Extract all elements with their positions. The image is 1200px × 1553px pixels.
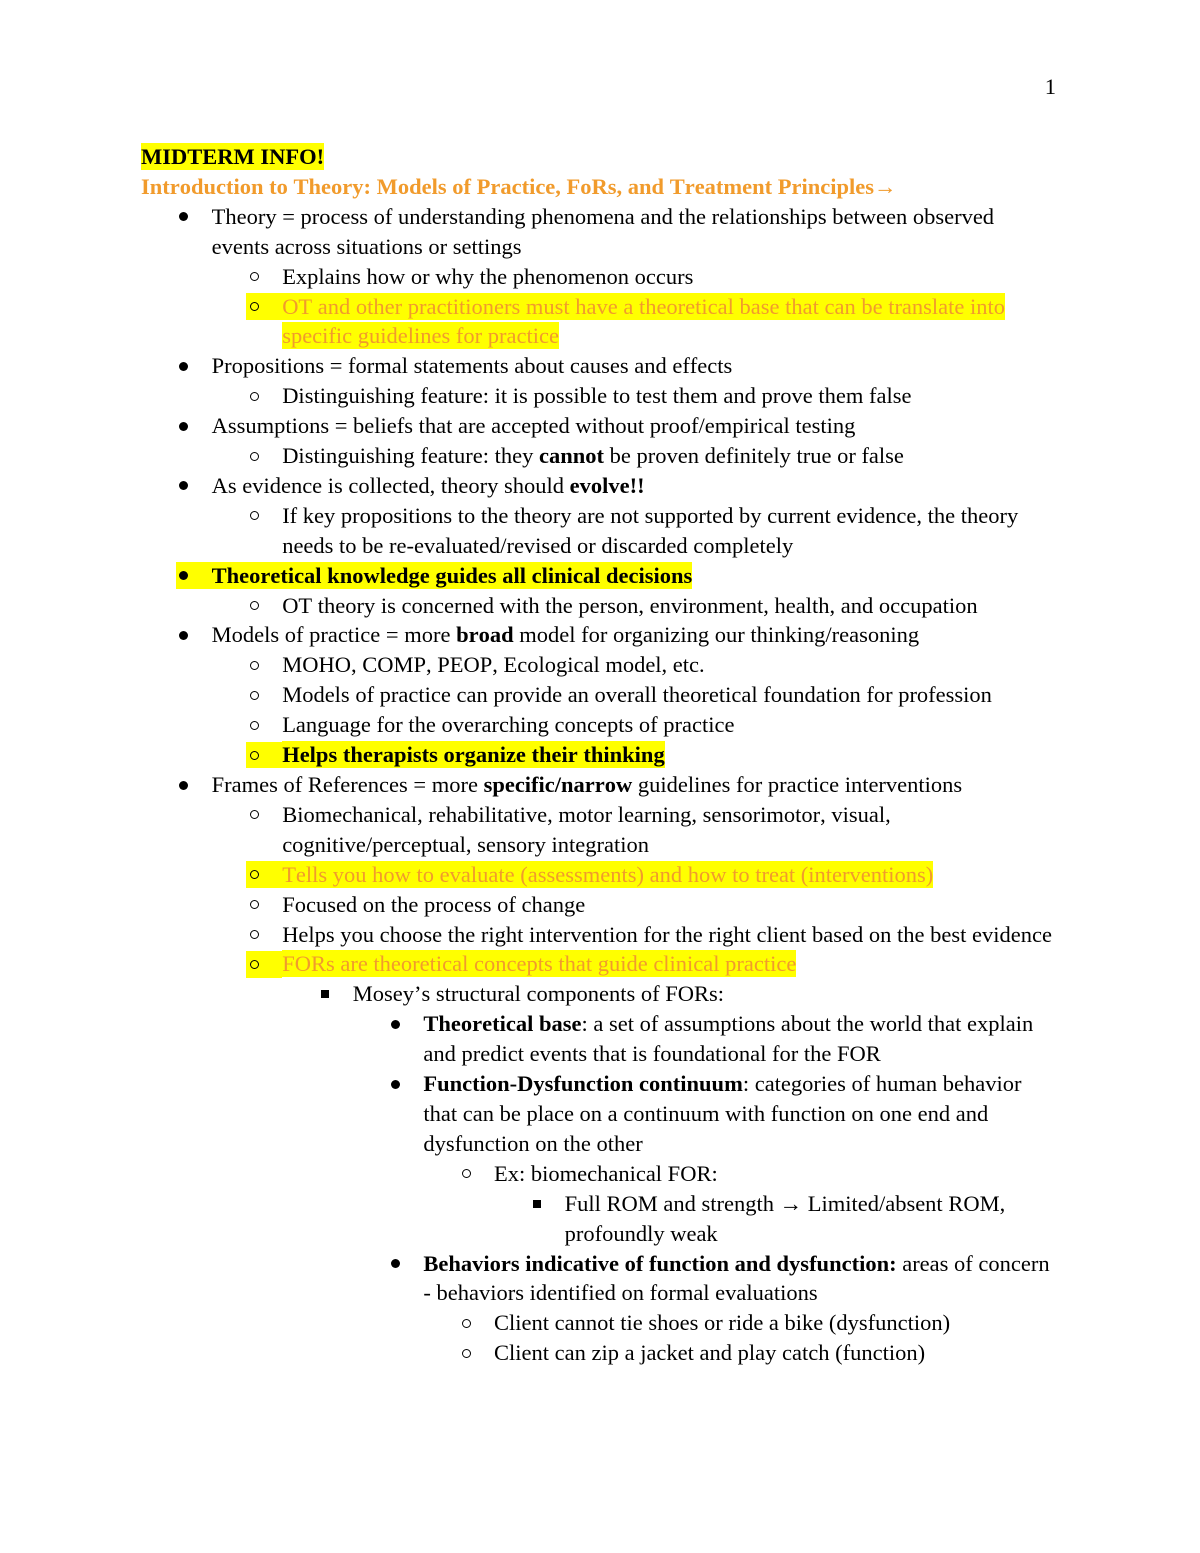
- list-item-text: [282, 382, 911, 409]
- hollow-circle-icon: [250, 392, 259, 401]
- filled-circle-icon: [391, 1259, 400, 1268]
- filled-circle-icon: [391, 1020, 400, 1029]
- bullet-marker: [246, 742, 282, 769]
- hollow-circle-icon: [250, 302, 259, 311]
- hollow-circle-icon: [250, 691, 259, 700]
- bullet-marker: [246, 263, 282, 290]
- text-run: Distinguishing feature: they: [282, 443, 540, 469]
- bullet-marker: [387, 1011, 423, 1038]
- bold-text-run: Behaviors indicative of function and dysfunction:: [423, 1250, 897, 1276]
- text-run: be proven definitely true or false: [604, 443, 904, 469]
- list-item: [141, 1009, 1055, 1069]
- list-item: [141, 920, 1055, 950]
- list-item: [141, 501, 1055, 561]
- list-item-text: [282, 950, 796, 977]
- hollow-circle-icon: [462, 1169, 471, 1178]
- text-run: Theory = process of understanding phenomena and the relationships between observed events across situations or settings: [211, 203, 995, 259]
- list-item: [141, 860, 1055, 890]
- text-run: sensory integration: [471, 831, 649, 857]
- text-run: areas of concern - behaviors identified on formal evaluations: [423, 1250, 1050, 1306]
- midterm-label: MIDTERM INFO!: [141, 144, 325, 169]
- list-item-text: [282, 651, 704, 678]
- bullet-marker: [176, 472, 212, 499]
- list-item: [141, 202, 1055, 262]
- list-item: [141, 650, 1055, 680]
- hollow-circle-icon: [250, 960, 259, 969]
- list-item: [141, 1308, 1055, 1338]
- text-run: Biomechanical, rehabilitative, motor learning, sensorimotor, visual,: [282, 801, 891, 827]
- hollow-circle-icon: [250, 870, 259, 879]
- bullet-marker: [458, 1310, 494, 1337]
- text-run: Client can zip a jacket and play catch (function): [494, 1340, 926, 1366]
- text-run: If key propositions to the theory are not supported by current evidence, the theory needs to be re-evaluated/revised or discarded completely: [282, 502, 1019, 558]
- list-item: [141, 1249, 1055, 1309]
- hollow-circle-icon: [250, 810, 259, 819]
- bullet-marker: [176, 562, 212, 589]
- text-run: Client cannot tie shoes or ride a bike (dysfunction): [494, 1310, 951, 1336]
- bullet-marker: [246, 652, 282, 679]
- bullet-marker: [458, 1340, 494, 1367]
- text-run: Explains how or why the phenomenon occurs: [282, 263, 694, 289]
- text-run: Tells you how to evaluate (assessments) and how to treat (interventions): [282, 861, 934, 887]
- list-item-text: [282, 921, 1052, 948]
- text-run: Mosey’s structural components of FORs:: [352, 981, 725, 1007]
- text-run: Language for the overarching concepts of practice: [282, 712, 735, 738]
- text-run: Frames of References = more: [211, 772, 484, 797]
- filled-circle-icon: [179, 781, 188, 790]
- bullet-marker: [529, 1190, 565, 1217]
- list-item-text: [494, 1309, 950, 1336]
- bold-text-run: Theoretical knowledge guides all clinical decisions: [211, 562, 693, 588]
- hollow-circle-icon: [462, 1319, 471, 1328]
- list-item-text: [212, 562, 693, 589]
- text-run: OT theory is concerned with the person, environment, health, and occupation: [282, 592, 978, 618]
- list-item: [141, 292, 1055, 352]
- list-item-text: [282, 861, 933, 888]
- list-item: [141, 561, 1055, 591]
- text-run: FORs are theoretical concepts that guide clinical practice: [282, 951, 797, 977]
- list-item-text: [282, 502, 1018, 559]
- bullet-marker: [246, 861, 282, 888]
- bullet-marker: [246, 801, 282, 828]
- text-run: OT and other practitioners must have a theoretical base that can be translate into specific guidelines for practice: [282, 293, 1006, 349]
- list-item: [141, 680, 1055, 710]
- bullet-marker: [176, 413, 212, 440]
- filled-circle-icon: [179, 631, 188, 640]
- list-item-text: [282, 263, 693, 290]
- list-item: [141, 979, 1055, 1009]
- bullet-marker: [458, 1160, 494, 1187]
- midterm-label-line: [141, 142, 1055, 172]
- bullet-marker: [176, 622, 212, 649]
- text-run: Ex: biomechanical FOR:: [494, 1160, 718, 1186]
- bullet-marker: [317, 981, 353, 1008]
- bold-text-run: Function-Dysfunction continuum: [423, 1071, 743, 1097]
- list-item: [141, 351, 1055, 381]
- filled-circle-icon: [179, 571, 188, 580]
- hollow-circle-icon: [250, 272, 259, 281]
- bullet-marker: [176, 203, 212, 230]
- hollow-circle-icon: [462, 1349, 471, 1358]
- filled-circle-icon: [179, 362, 188, 371]
- list-item-text: [282, 801, 891, 858]
- list-item: [141, 1189, 1055, 1249]
- list-item-text: [212, 352, 733, 379]
- list-item: [141, 620, 1055, 650]
- hollow-circle-icon: [250, 511, 259, 520]
- text-run: Propositions = formal statements about causes and effects: [211, 353, 733, 379]
- hollow-circle-icon: [250, 900, 259, 909]
- document-body: [141, 142, 1055, 1368]
- text-run: Distinguishing feature: it is possible to test them and prove them false: [282, 383, 912, 409]
- text-run: Focused on the process of change: [282, 891, 586, 917]
- bullet-marker: [246, 891, 282, 918]
- list-item: [141, 770, 1055, 800]
- hollow-circle-icon: [250, 721, 259, 730]
- filled-circle-icon: [179, 422, 188, 431]
- section-heading: Introduction to Theory: Models of Practice, FoRs, and Treatment Principles→: [141, 173, 897, 199]
- text-run: MOHO, COMP, PEOP, Ecological model, etc.: [282, 652, 705, 678]
- list-item: [141, 740, 1055, 770]
- list-item-text: [282, 442, 904, 469]
- bold-text-run: broad: [456, 622, 514, 648]
- bullet-marker: [176, 772, 212, 799]
- list-item-text: [282, 293, 1005, 350]
- text-run: Full ROM and strength → Limited/absent ROM, profoundly weak: [564, 1190, 1006, 1246]
- text-run: : categories of human behavior that can be place on a continuum with function on one end and dysfunction on the other: [423, 1071, 1022, 1156]
- list-item: [141, 800, 1055, 860]
- list-item: [141, 949, 1055, 979]
- list-item: [141, 411, 1055, 441]
- list-item-text: [212, 472, 645, 499]
- list-item-text: [494, 1160, 718, 1187]
- text-run: As evidence is collected, theory should: [211, 472, 570, 498]
- hollow-circle-icon: [250, 751, 259, 760]
- list-item-text: [212, 203, 994, 260]
- text-run: Models of practice = more: [211, 622, 457, 648]
- list-item-text: [212, 412, 856, 439]
- list-item-text: [423, 1010, 1033, 1067]
- list-item: [141, 890, 1055, 920]
- filled-circle-icon: [391, 1080, 400, 1089]
- text-run: : a set of assumptions about the world that explain and predict events that is foundational for the FOR: [423, 1011, 1034, 1067]
- hollow-circle-icon: [250, 930, 259, 939]
- bullet-marker: [246, 712, 282, 739]
- list-item-text: [282, 891, 585, 918]
- list-item-text: [353, 980, 724, 1007]
- bullet-marker: [246, 592, 282, 619]
- text-run: cognitive/perceptual,: [282, 831, 472, 857]
- text-run: Helps you choose the right intervention for the right client based on the best evidence: [282, 921, 1052, 947]
- bold-text-run: specific/narrow: [483, 772, 633, 797]
- list-item: [141, 1338, 1055, 1368]
- list-item: [141, 262, 1055, 292]
- list-item-text: [282, 592, 977, 619]
- list-item-text: [423, 1250, 1049, 1307]
- hollow-circle-icon: [250, 452, 259, 461]
- list-item-text: [423, 1070, 1021, 1157]
- list-item: [141, 710, 1055, 740]
- bold-text-run: Theoretical base: [423, 1011, 582, 1037]
- filled-circle-icon: [179, 212, 188, 221]
- list-item: [141, 1069, 1055, 1159]
- bullet-marker: [246, 951, 282, 978]
- bullet-marker: [246, 682, 282, 709]
- bullet-marker: [246, 921, 282, 948]
- text-run: Models of practice can provide an overall theoretical foundation for profession: [282, 682, 992, 708]
- bullet-marker: [387, 1071, 423, 1098]
- bullet-marker: [246, 383, 282, 410]
- bold-text-run: evolve!!: [569, 472, 645, 498]
- filled-square-icon: [321, 990, 329, 998]
- list-item-text: [494, 1339, 925, 1366]
- list-item-text: [282, 741, 665, 768]
- list-item-text: [565, 1190, 1006, 1247]
- filled-square-icon: [533, 1200, 541, 1208]
- outline-list: [141, 202, 1055, 1368]
- hollow-circle-icon: [250, 601, 259, 610]
- list-item: [141, 471, 1055, 501]
- filled-circle-icon: [179, 481, 188, 490]
- bullet-marker: [176, 353, 212, 380]
- list-item-text: [282, 681, 992, 708]
- list-item-text: [212, 771, 963, 798]
- bullet-marker: [387, 1250, 423, 1277]
- list-item-text: [212, 621, 920, 648]
- page-number: 1: [1044, 74, 1056, 99]
- hollow-circle-icon: [250, 661, 259, 670]
- list-item: [141, 1159, 1055, 1189]
- bold-text-run: cannot: [539, 443, 605, 469]
- list-item: [141, 441, 1055, 471]
- bullet-marker: [246, 443, 282, 470]
- bold-text-run: Helps therapists organize their thinking: [282, 742, 665, 768]
- list-item: [141, 381, 1055, 411]
- bullet-marker: [246, 293, 282, 320]
- bullet-marker: [246, 502, 282, 529]
- list-item: [141, 591, 1055, 621]
- text-run: guidelines for practice interventions: [632, 772, 963, 797]
- text-run: Assumptions = beliefs that are accepted without proof/empirical testing: [211, 413, 856, 439]
- list-item-text: [282, 711, 734, 738]
- text-run: model for organizing our thinking/reasoning: [513, 622, 920, 648]
